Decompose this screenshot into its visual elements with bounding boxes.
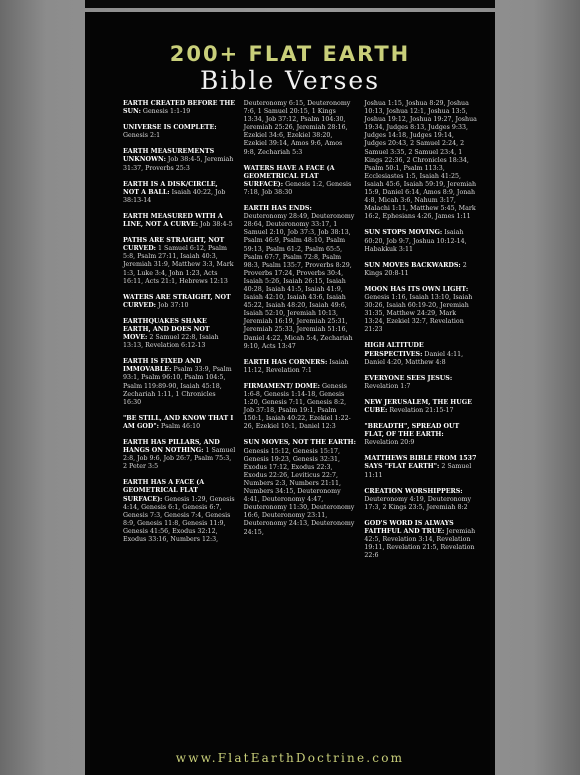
verse-entry: [364, 375, 477, 391]
verse-topic: SUN STOPS MOVING:: [364, 229, 443, 237]
verse-references: Job 38:4-5, Jeremiah 31:37, Proverbs 25:3: [123, 156, 234, 172]
verse-references: 2 Samuel 11:11: [364, 463, 472, 479]
verse-entry: [244, 205, 357, 351]
verse-topic: PATHS ARE STRAIGHT, NOT CURVED:: [123, 237, 225, 253]
verse-topic: NEW JERUSALEM, THE HUGE CUBE:: [364, 398, 472, 414]
verse-entry: [364, 286, 477, 335]
verse-references: Daniel 4:11, Daniel 4:20, Matthew 4:8: [364, 350, 464, 366]
verse-entry: [123, 358, 236, 407]
verse-topic: EARTH HAS PILLARS, AND HANGS ON NOTHING:: [123, 439, 220, 455]
verse-references: Isaiah 40:22, Job 38:13-14: [123, 188, 226, 204]
verse-entry: [123, 100, 236, 116]
verse-references: Revelation 21:15-17: [389, 407, 454, 414]
verse-references: Deuteronomy 4:19, Deuteronomy 17:3, 2 Kings 23:5, Jeremiah 8:2: [364, 495, 472, 511]
verse-entry: [364, 342, 477, 366]
verse-entry: [123, 318, 236, 350]
verse-references: Genesis 1:2, Genesis 7:18, Job 38:30: [243, 180, 352, 196]
verse-entry: [123, 479, 236, 544]
verse-entry: [364, 399, 477, 415]
top-edge: [85, 0, 495, 8]
verse-entry: [364, 229, 477, 253]
verse-entry: [244, 165, 357, 197]
verse-entry: [123, 237, 236, 286]
verse-entry: [364, 423, 477, 447]
verse-entry: [244, 100, 357, 157]
verse-references: Jeremiah 42:5, Revelation 3:14, Revelation 19:11, Revelation 21:5, Revelation 22:6: [364, 528, 476, 560]
verse-topic: GOD'S WORD IS ALWAYS FAITHFUL AND TRUE:: [364, 519, 454, 536]
verse-references: Revelation 20:9: [364, 439, 415, 447]
verse-references: Genesis 1:29, Genesis 4:14, Genesis 6:1, Genesis 6:7, Genesis 7:3, Genesis 7:4, Genesis 8:9, Genesis 11:8, Genesis 11:9, Genesis 41:56, Exodus 32:12, Exodus 33:16, Numbers 12:3,: [123, 495, 235, 544]
verse-references: Isaiah 60:20, Job 9:7, Joshua 10:12-14, Habakkuk 3:11: [364, 229, 467, 253]
verse-references: Deuteronomy 28:49, Deuteronomy 28:64, Deuteronomy 33:17, 1 Samuel 2:10, Job 37:3, Job 38:13, Psalm 46:9, Psalm 48:10, Psalm 59:13, Psalm 61:2, Psalm 65:5, Psalm 67:7, Psalm 72:8, Psalm 98:3, Psalm 135:7, Proverbs 8:29, Proverbs 17:24, Proverbs 30:4, Isaiah 5:26, Isaiah 26:15, Isaiah 40:28, Isaiah 41:5, Isaiah 41:9, Isaiah 42:10, Isaiah 43:6, Isaiah 45:22, Isaiah 48:20, Isaiah 49:6, Isaiah 52:10, Jeremiah 10:13, Jeremiah 16:19, Jeremiah 25:31, Jeremiah 25:33, Jeremiah 51:16, Daniel 4:22, Micah 5:4, Zechariah 9:10, Acts 13:47: [243, 213, 355, 350]
verse-topic: UNIVERSE IS COMPLETE:: [123, 124, 217, 132]
verse-topic: "BREADTH", SPREAD OUT FLAT, OF THE EARTH:: [364, 423, 460, 439]
verse-entry: [364, 455, 477, 479]
verse-references: Joshua 1:15, Joshua 8:29, Joshua 10:13, Joshua 12:1, Joshua 13:5, Joshua 19:12, Joshua 19:27, Joshua 19:34, Judges 8:13, Judges 9:33, Judges 14:18, Judges 19:14, Judges 20:43, 2 Samuel 2:24, 2 Samuel 3:35, 2 Samuel 23:4, 1 Kings 22:36, 2 Chronicles 18:34, Psalm 50:1, Psalm 113:3, Ecclesiastes 1:5, Isaiah 41:25, Isaiah 45:6, Isaiah 59:19, Jeremiah 15:9, Daniel 6:14, Amos 8:9, Jonah 4:8, Micah 3:6, Nahum 3:17, Malachi 1:11, Matthew 5:45, Mark 16:2, Ephesians 4:26, James 1:11: [364, 100, 477, 221]
verse-topic: HIGH ALTITUDE PERSPECTIVES:: [364, 342, 424, 358]
verse-topic: WATERS HAVE A FACE (A GEOMETRICAL FLAT SURFACE):: [243, 164, 335, 188]
verse-references: Genesis 1:6-8, Genesis 1:14-18, Genesis 1:20, Genesis 7:11, Genesis 8:2, Job 37:18, Psalm 19:1, Psalm 150:1, Isaiah 40:22, Ezekiel 1:22-26, Ezekiel 10:1, Daniel 12:3: [243, 382, 351, 431]
verse-references: Isaiah 11:12, Revelation 7:1: [243, 358, 349, 374]
column-1: [123, 100, 236, 568]
verse-topic: EARTH MEASURED WITH A LINE, NOT A CURVE:: [123, 212, 223, 229]
poster: [85, 12, 495, 775]
verse-references: Genesis 2:1: [123, 132, 161, 140]
verse-topic: MATTHEWS BIBLE FROM 1537 SAYS "FLAT EARTH":: [364, 455, 477, 471]
poster-title-bottom: Bible Verses: [199, 66, 381, 95]
verse-references: Deuteronomy 6:15, Deuteronomy 7:6, 1 Samuel 20:15, 1 Kings 13:34, Job 37:12, Psalm 104:30, Jeremiah 25:26, Jeremiah 28:16, Ezekiel 34:6, Ezekiel 38:20, Ezekiel 39:14, Amos 9:6, Amos 9:8, Zechariah 5:3: [243, 100, 351, 156]
verse-topic: SUN MOVES BACKWARDS:: [364, 261, 461, 269]
column-3: [364, 100, 477, 568]
verse-entry: [123, 148, 236, 172]
poster-title-top: 200+ FLAT EARTH: [169, 42, 411, 66]
verse-topic: EARTH IS FIXED AND IMMOVABLE:: [123, 358, 202, 374]
verse-topic: EARTH HAS A FACE (A GEOMETRICAL FLAT SURFACE):: [123, 479, 205, 503]
verse-topic: FIRMAMENT/ DOME:: [243, 382, 320, 390]
verse-topic: MOON HAS ITS OWN LIGHT:: [364, 285, 469, 293]
verse-topic: EARTH MEASUREMENTS UNKNOWN:: [123, 148, 215, 164]
verse-references: 2 Samuel 22:8, Isaiah 13:13, Revelation 6:12-13: [123, 334, 219, 350]
verse-entry: [364, 520, 477, 560]
verse-topic: EARTH HAS ENDS:: [243, 205, 312, 213]
website-footer: www.FlatEarthDoctrine.com: [175, 751, 405, 765]
verse-topic: EARTH IS A DISK/CIRCLE, NOT A BALL:: [123, 180, 218, 196]
verse-entry: [364, 262, 477, 278]
verse-topic: CREATION WORSHIPPERS:: [364, 487, 463, 495]
verse-entry: [123, 439, 236, 471]
verse-entry: [364, 100, 477, 221]
verse-entry: [364, 488, 477, 512]
verse-topic: EVERYONE SEES JESUS:: [364, 374, 453, 382]
verse-entry: [123, 181, 236, 205]
verse-references: Job 38:4-5: [200, 221, 233, 229]
verse-topic: WATERS ARE STRAIGHT, NOT CURVED:: [123, 293, 231, 309]
column-2: [244, 100, 357, 568]
verse-entry: [244, 439, 357, 536]
verse-references: Psalm 33:9, Psalm 93:1, Psalm 96:10, Psalm 104:5, Psalm 119:89-90, Isaiah 45:18, Zechariah 1:11, 1 Chronicles 16:30: [123, 366, 232, 406]
verse-references: Job 37:10: [158, 301, 189, 309]
verse-entry: [244, 359, 357, 375]
verse-references: 2 Kings 20:8-11: [364, 261, 467, 277]
verse-entry: [244, 383, 357, 432]
verse-topic: SUN MOVES, NOT THE EARTH:: [243, 439, 356, 447]
verse-topic: EARTH CREATED BEFORE THE SUN:: [123, 100, 236, 116]
verse-entry: [123, 213, 236, 229]
verse-references: 1 Samuel 6:12, Psalm 5:8, Psalm 27:11, Isaiah 40:3, Jeremiah 31:9, Matthew 3:3, Mark 1:3, Luke 3:4, John 1:23, Acts 16:11, Acts 21:1, Hebrews 12:13: [123, 245, 234, 285]
verse-references: Psalm 46:10: [161, 422, 201, 430]
verse-entry: [123, 124, 236, 140]
verse-references: 1 Samuel 2:8, Job 9:6, Job 26:7, Psalm 75:3, 2 Peter 3:5: [123, 447, 236, 471]
verse-topic: EARTHQUAKES SHAKE EARTH, AND DOES NOT MOVE:: [123, 317, 210, 342]
verse-entry: [123, 294, 236, 310]
verse-references: Revelation 1:7: [364, 382, 411, 390]
verse-references: Genesis 1:16, Isaiah 13:10, Isaiah 30:26, Isaiah 60:19-20, Jeremiah 31:35, Matthew 24:29, Mark 13:24, Ezekiel 32:7, Revelation 21:23: [364, 293, 473, 334]
verse-columns: [123, 100, 477, 568]
verse-references: Genesis 15:12, Genesis 15:17, Genesis 19:23, Genesis 32:31, Exodus 17:12, Exodus 22:3, Exodus 22:26, Leviticus 22:7, Numbers 2:3, Numbers 21:11, Numbers 34:15, Deuteronomy 4:41, Deuteronomy 4:47, Deuteronomy 11:30, Deuteronomy 16:6, Deuteronomy 23:11, Deuteronomy 24:13, Deuteronomy 24:15,: [243, 447, 355, 536]
verse-topic: EARTH HAS CORNERS:: [243, 358, 328, 366]
verse-topic: "BE STILL, AND KNOW THAT I AM GOD":: [123, 414, 234, 430]
verse-entry: [123, 415, 236, 431]
verse-references: Genesis 1:1-19: [142, 108, 191, 116]
